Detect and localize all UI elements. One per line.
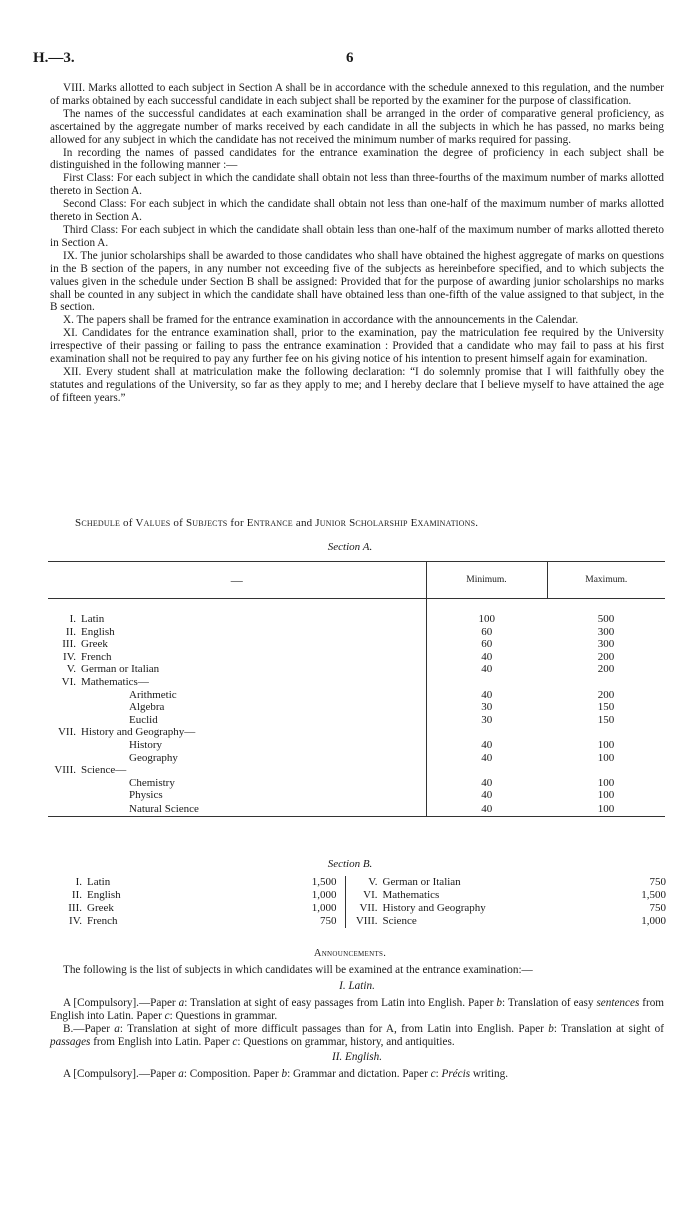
subject-name: Arithmetic — [129, 688, 177, 701]
text-run: from English into Latin. Paper — [90, 1035, 233, 1048]
text-run: : Translation at sight of more difficult passages than for A, from Latin into English. Paper — [119, 1022, 549, 1035]
text-run: A [Compulsory].—Paper — [63, 1068, 179, 1081]
schedule-title-word: and — [295, 517, 313, 529]
maximum-cell: 300 — [597, 625, 615, 638]
subject-numeral: VII. — [57, 726, 76, 739]
minimum-cell: 30 — [426, 701, 547, 714]
minimum-cell: 40 — [426, 663, 547, 676]
maximum-cell: 150 — [597, 713, 615, 726]
subject-column-header: — — [48, 562, 426, 599]
subject-numeral: III. — [68, 902, 82, 914]
paper-letter: b — [548, 1022, 554, 1035]
maximum-cell — [547, 676, 665, 689]
subject-name: English — [81, 625, 115, 638]
paper-letter: c — [232, 1035, 238, 1048]
maximum-cell — [547, 764, 665, 777]
subject-name: French — [81, 650, 112, 663]
right-subject-cell — [345, 876, 595, 889]
table-row — [60, 915, 666, 928]
right-value-cell — [595, 876, 666, 889]
section-a-label: Section A. — [327, 541, 373, 553]
subject-name: French — [87, 915, 118, 927]
text-run: : — [435, 1068, 442, 1081]
subject-cell — [48, 701, 426, 714]
subject-name: Greek — [87, 902, 114, 914]
paper-letter: c — [164, 1009, 170, 1022]
emphasis: Précis — [441, 1068, 471, 1081]
subject-name: Latin — [81, 613, 105, 625]
subject-cell — [48, 714, 426, 727]
subject-name: Latin — [87, 876, 111, 888]
paper-letter: a — [178, 996, 185, 1009]
table-row — [48, 739, 665, 752]
subject-value: 750 — [320, 915, 337, 927]
subject-name: History and Geography — [382, 902, 486, 914]
subject-numeral: II. — [65, 625, 76, 638]
table-row — [48, 613, 665, 626]
subject-numeral: III. — [62, 638, 76, 651]
paragraph-ranking: The names of the successful candidates at each examination shall be arranged in the order of comparative general proficiency, as ascertained by the aggregate number of marks received by each candidate in all the subjects in which he has passed, no marks being allowed for any subject in which the candidate has not received the minimum number of marks required for passing. — [50, 107, 664, 146]
subject-numeral: V. — [66, 663, 76, 676]
table-row — [48, 789, 665, 802]
subject-name: German or Italian — [382, 876, 461, 888]
table-row — [60, 889, 666, 902]
minimum-cell: 40 — [426, 789, 547, 802]
schedule-title-word: Scholarship — [349, 517, 408, 529]
subject-name: Mathematics— — [81, 675, 149, 688]
schedule-title-word: of — [173, 517, 183, 529]
maximum-cell: 150 — [597, 701, 615, 714]
minimum-cell: 40 — [426, 752, 547, 765]
table-row — [48, 701, 665, 714]
subject-numeral: VII. — [359, 902, 378, 914]
maximum-cell: 100 — [597, 789, 615, 802]
subject-numeral: I. — [69, 613, 76, 625]
right-value-cell — [595, 915, 666, 928]
regulations-body — [50, 82, 664, 405]
paragraph-proficiency: In recording the names of passed candidates for the entrance examination the degree of proficiency in each subject shall be distinguished in the following manner :— — [50, 146, 664, 172]
subject-cell — [48, 613, 426, 626]
schedule-title — [75, 517, 478, 529]
latin-heading-text: I. Latin. — [339, 979, 375, 992]
subject-cell — [48, 663, 426, 676]
subject-cell — [48, 789, 426, 802]
subject-cell — [48, 739, 426, 752]
paragraph-first-class: First Class: For each subject in which the candidate shall obtain not less than three-fourths of the maximum number of marks allotted thereto in Section A. — [50, 172, 664, 198]
subject-value: 750 — [649, 876, 666, 888]
emphasis: passages — [50, 1035, 91, 1048]
subject-cell — [48, 752, 426, 765]
minimum-column-header: Minimum. — [426, 562, 547, 599]
table-spacer-row — [48, 599, 665, 614]
section-b-label: Section B. — [327, 858, 373, 870]
minimum-cell: 40 — [426, 689, 547, 702]
schedule-title-word: Values — [135, 517, 171, 529]
subject-cell — [48, 676, 426, 689]
section-a-table — [48, 561, 665, 817]
table-row — [48, 752, 665, 765]
subject-numeral: V. — [368, 876, 378, 888]
maximum-cell: 300 — [597, 638, 615, 651]
subject-cell — [48, 651, 426, 664]
table-row — [60, 902, 666, 915]
right-subject-cell — [345, 902, 595, 915]
paper-letter: a — [178, 1068, 184, 1081]
paragraph-viii: VIII. Marks allotted to each subject in Section A shall be in accordance with the schedule annexed to this regulation, and the number of marks obtained by each successful candidate in each subject shall be reported by the examiner for the purpose of classification. — [50, 82, 664, 107]
schedule-title-word: Junior — [315, 517, 347, 529]
left-value-cell — [290, 915, 345, 928]
maximum-cell: 200 — [597, 663, 615, 676]
subject-name: Geography — [129, 751, 178, 764]
paper-letter: b — [281, 1068, 288, 1081]
text-run: : Grammar and dictation. Paper — [287, 1068, 431, 1081]
text-run: : Translation at sight of easy passages from Latin into English. Paper — [184, 996, 497, 1009]
subject-name: History — [129, 738, 162, 751]
left-value-cell — [290, 876, 345, 889]
left-subject-cell — [60, 889, 290, 902]
table-row — [48, 726, 665, 739]
emphasis: sentences — [596, 996, 640, 1009]
table-row — [60, 876, 666, 889]
subject-numeral: I. — [75, 876, 82, 888]
right-value-cell — [595, 902, 666, 915]
minimum-cell: 40 — [426, 777, 547, 790]
page-number: 6 — [346, 50, 354, 66]
subject-numeral: IV. — [69, 915, 82, 927]
subject-cell — [48, 726, 426, 739]
latin-heading — [50, 980, 664, 993]
maximum-cell: 200 — [597, 688, 615, 701]
minimum-cell — [426, 726, 547, 739]
minimum-cell: 60 — [426, 638, 547, 651]
subject-numeral: IV. — [63, 650, 76, 663]
table-row — [48, 676, 665, 689]
announcements-body — [50, 964, 664, 1081]
subject-name: Science — [382, 915, 417, 927]
text-run: : Composition. Paper — [183, 1068, 282, 1081]
subject-name: Physics — [129, 789, 163, 802]
english-heading — [50, 1051, 664, 1064]
subject-name: Science— — [81, 764, 127, 777]
subject-name: Natural Science — [129, 802, 199, 815]
schedule-title-word: for — [230, 517, 244, 529]
left-subject-cell — [60, 902, 290, 915]
right-value-cell — [595, 889, 666, 902]
minimum-cell: 40 — [426, 802, 547, 817]
english-a-paragraph — [50, 1068, 664, 1081]
paragraph-x: X. The papers shall be framed for the entrance examination in accordance with the announcements in the Calendar. — [63, 314, 579, 327]
maximum-column-header: Maximum. — [547, 562, 665, 599]
left-subject-cell — [60, 915, 290, 928]
text-run: : Translation at sight of — [553, 1022, 664, 1035]
maximum-cell — [547, 726, 665, 739]
subject-value: 1,000 — [311, 902, 337, 914]
maximum-cell: 100 — [597, 776, 615, 789]
minimum-cell: 40 — [426, 739, 547, 752]
subject-name: English — [87, 889, 121, 901]
text-run: : Questions on grammar, history, and antiquities. — [237, 1035, 455, 1048]
left-subject-cell — [60, 876, 290, 889]
maximum-cell: 100 — [597, 751, 615, 764]
subject-name: History and Geography— — [81, 726, 196, 739]
section-a-body — [48, 599, 665, 817]
subject-cell — [48, 777, 426, 790]
subject-cell — [48, 626, 426, 639]
text-run: : Translation of easy — [501, 996, 597, 1009]
subject-value: 1,500 — [311, 876, 337, 888]
schedule-title-word: Schedule — [75, 517, 121, 529]
schedule-title-word: Examinations. — [410, 517, 479, 529]
maximum-cell: 100 — [597, 738, 615, 751]
latin-a-paragraph — [50, 997, 664, 1023]
right-subject-cell — [345, 915, 595, 928]
subject-name: Euclid — [129, 713, 158, 726]
text-run: A [Compulsory].—Paper — [63, 996, 179, 1009]
schedule-title-word: Entrance — [246, 517, 293, 529]
schedule-title-word: of — [123, 517, 133, 529]
table-row — [48, 714, 665, 727]
subject-cell — [48, 802, 426, 817]
paragraph-xi: XI. Candidates for the entrance examination shall, prior to the examination, pay the matriculation fee required by the University irrespective of their passing or failing to pass the entrance examination : Provided that a candidate who may fail to pass at his first examination shall not be required to pay any further fee on his giving notice of his intention to present himself again for examination. — [50, 327, 664, 366]
minimum-cell: 30 — [426, 714, 547, 727]
subject-name: Greek — [81, 638, 108, 651]
subject-value: 1,000 — [311, 889, 337, 901]
schedule-title-word: Subjects — [185, 517, 228, 529]
text-run: : Questions in grammar. — [169, 1009, 278, 1022]
latin-b-paragraph — [50, 1023, 664, 1049]
announcements-title: Announcements. — [313, 948, 387, 959]
table-row — [48, 777, 665, 790]
text-run: from English into Latin. Paper — [50, 996, 665, 1022]
left-value-cell — [290, 889, 345, 902]
table-row — [48, 764, 665, 777]
table-row — [48, 689, 665, 702]
minimum-cell: 60 — [426, 626, 547, 639]
text-run: B.—Paper — [63, 1022, 115, 1035]
document-reference: H.—3. — [33, 50, 75, 66]
paragraph-second-class: Second Class: For each subject in which the candidate shall obtain not less than one-half of the maximum number of marks allotted thereto in Section A. — [50, 198, 664, 224]
left-value-cell — [290, 902, 345, 915]
table-row — [48, 626, 665, 639]
table-row — [48, 802, 665, 817]
paper-letter: c — [430, 1068, 436, 1081]
maximum-cell: 100 — [547, 802, 665, 817]
subject-value: 750 — [649, 902, 666, 914]
announcements-intro: The following is the list of subjects in which candidates will be examined at the entrance examination:— — [63, 964, 533, 976]
subject-value: 1,500 — [641, 889, 666, 901]
maximum-cell: 500 — [597, 613, 615, 625]
table-row — [48, 651, 665, 664]
subject-numeral: VIII. — [54, 764, 76, 777]
minimum-cell — [426, 764, 547, 777]
paragraph-ix: IX. The junior scholarships shall be awarded to those candidates who shall have obtained the highest aggregate of marks on questions in the B section of the papers, in any number not exceeding five of the subjects as hereinbefore specified, and to which subjects the values given in the schedule under Section B shall be assigned: Provided that for the purpose of awarding junior scholarships no marks shall be counted in any subject in which the candidate shall have obtained less than one-fifth of the value assigned to that subject, in the B section. — [50, 249, 664, 314]
subject-numeral: VI. — [61, 675, 76, 688]
section-b-table — [60, 876, 666, 928]
subject-numeral: VIII. — [355, 915, 378, 927]
subject-numeral: II. — [71, 889, 82, 901]
section-b-body — [60, 876, 666, 928]
minimum-cell: 100 — [426, 613, 547, 626]
minimum-cell: 40 — [426, 651, 547, 664]
table-row — [48, 663, 665, 676]
paper-letter: a — [114, 1022, 120, 1035]
section-a-header-row — [48, 562, 665, 599]
subject-name: Algebra — [129, 701, 165, 714]
maximum-cell: 200 — [597, 650, 615, 663]
subject-cell — [48, 689, 426, 702]
right-subject-cell — [345, 889, 595, 902]
subject-cell — [48, 638, 426, 651]
text-run: writing. — [470, 1068, 508, 1081]
subject-value: 1,000 — [641, 915, 666, 927]
subject-cell — [48, 764, 426, 777]
subject-name: German or Italian — [81, 663, 160, 676]
minimum-cell — [426, 676, 547, 689]
table-row — [48, 638, 665, 651]
paragraph-xii: XII. Every student shall at matriculation make the following declaration: “I do solemnly promise that I will faithfully obey the statutes and regulations of the University, so far as they apply to me; and I hereby declare that I believe myself to have attained the age of fifteen years.” — [50, 365, 664, 404]
subject-numeral: VI. — [363, 889, 378, 901]
subject-name: Chemistry — [129, 776, 175, 789]
paragraph-third-class: Third Class: For each subject in which the candidate shall obtain less than one-half of the maximum number of marks allotted thereto in Section A. — [50, 223, 664, 249]
english-heading-text: II. English. — [331, 1051, 383, 1064]
subject-name: Mathematics — [382, 889, 440, 901]
paper-letter: b — [496, 996, 502, 1009]
